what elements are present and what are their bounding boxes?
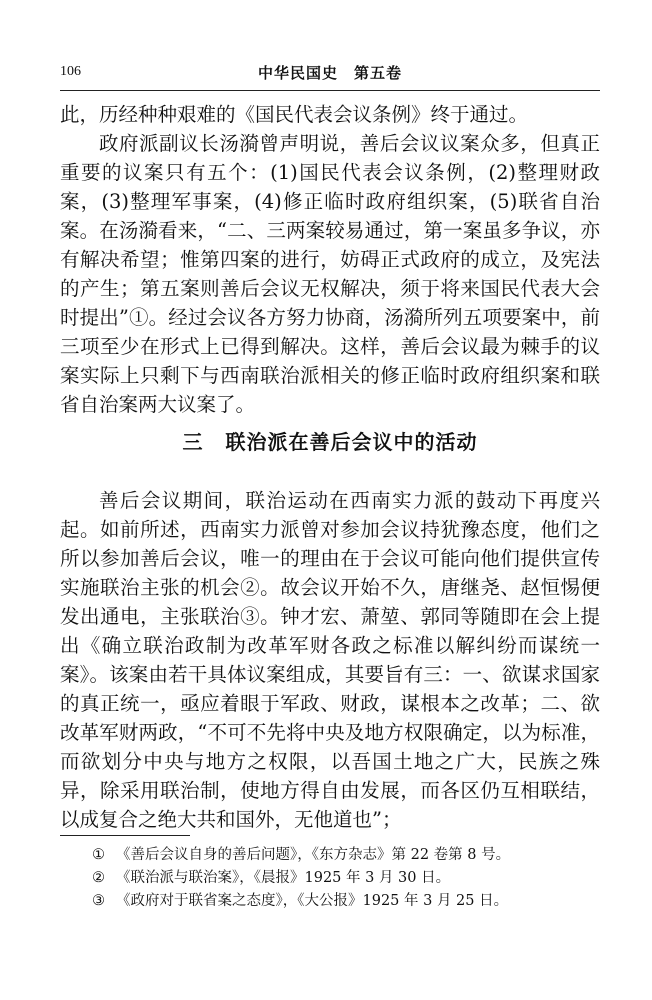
footnote <box>92 844 602 867</box>
footnote <box>92 867 602 890</box>
running-header <box>60 62 600 84</box>
paragraph: 善后会议期间，联治运动在西南实力派的鼓动下再度兴起。如前所述，西南实力派曾对参加会议持犹豫态度，他们之所以参加善后会议，唯一的理由在于会议可能向他们提供宣传实施联治主张的机会②。故会议开始不久，唐继尧、赵恒惕便发出通电，主张联治③。钟才宏、萧堃、郭同等随即在会上提出《确立联治政制为改革军财各政之标准以解纠纷而谋统一案》。该案由若干具体议案组成，其要旨有三：一、欲谋求国家的真正统一，亟应着眼于军政、财政，谋根本之改革；二、欲改革军财两政，“不可不先将中央及地方权限确定，以为标准，而欲划分中央与地方之权限，以吾国土地之广大，民族之殊异，除采用联治制，使地方得自由发展，而各区仍互相联结，以成复合之绝大共和国外，无他道也”； <box>60 489 600 831</box>
header-rule <box>60 90 600 91</box>
section-number: 三 <box>182 430 204 454</box>
footnote <box>92 890 602 913</box>
body-text-bottom <box>60 486 600 834</box>
footnote-mark: ③ <box>92 893 105 909</box>
footnote-text: 《政府对于联省案之态度》，《大公报》1925 年 3 月 25 日。 <box>116 893 509 909</box>
footnote-mark: ② <box>92 870 105 886</box>
footnotes <box>92 844 602 913</box>
paragraph: 政府派副议长汤漪曾声明说，善后会议议案众多，但真正重要的议案只有五个：(1)国民代表会议条例，(2)整理财政案，(3)整理军事案，(4)修正临时政府组织案，(5)联省自治案。在汤漪看来，“二、三两案较易通过，第一案虽多争议，亦有解决希望；惟第四案的进行，妨碍正式政府的成立，及宪法的产生；第五案则善后会议无权解决，须于将来国民代表大会时提出”①。经过会议各方努力协商，汤漪所列五项要案中，前三项至少在形式上已得到解决。这样，善后会议最为棘手的议案实际上只剩下与西南联治派相关的修正临时政府组织案和联省自治案两大议案了。 <box>60 132 600 416</box>
footnote-text: 《联治派与联治案》，《晨报》1925 年 3 月 30 日。 <box>116 870 451 886</box>
page-number: 106 <box>60 64 81 79</box>
paragraph: 此，历经种种艰难的《国民代表会议条例》终于通过。 <box>60 103 529 126</box>
footnote-rule <box>60 835 190 836</box>
body-text-top <box>60 100 600 419</box>
footnote-text: 《善后会议自身的善后问题》，《东方杂志》第 22 卷第 8 号。 <box>116 847 511 863</box>
running-header-title: 中华民国史 第五卷 <box>257 64 402 82</box>
footnote-mark: ① <box>92 847 105 863</box>
section-title: 联治派在善后会议中的活动 <box>225 430 478 454</box>
section-heading <box>60 426 600 455</box>
